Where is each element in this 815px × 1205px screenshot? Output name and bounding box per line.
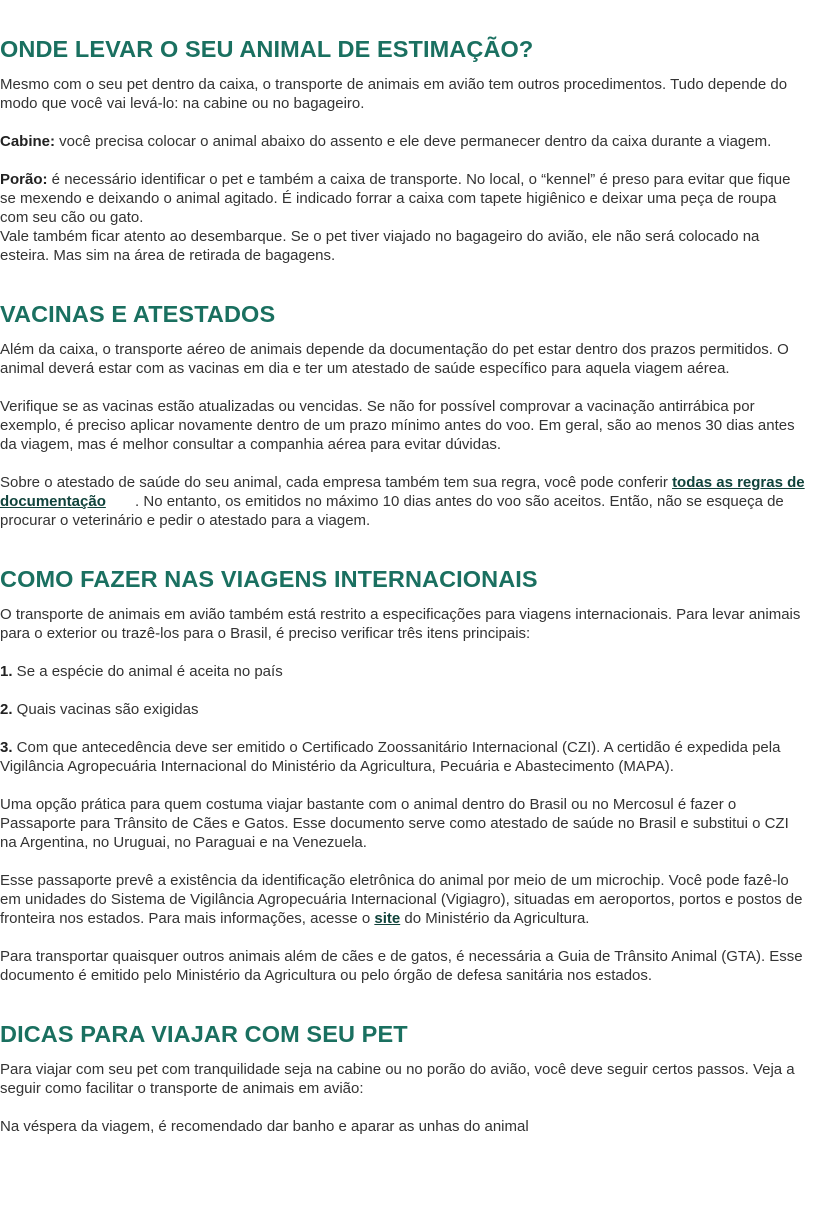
section-heading: VACINAS E ATESTADOS [0, 301, 276, 327]
section-vacinas [0, 299, 815, 530]
regras-documentacao-link[interactable]: todas as regras de documentação [0, 474, 805, 510]
paragraph: Na véspera da viagem, é recomendado dar banho e aparar as unhas do animal [0, 1118, 529, 1135]
item-text: Se a espécie do animal é aceita no país [12, 663, 283, 680]
list-item-1 [0, 662, 815, 681]
paragraph-passaporte [0, 871, 815, 928]
paragraph: Mesmo com o seu pet dentro da caixa, o transporte de animais em avião tem outros procedimentos. Tudo depende do modo que você vai levá-lo: na cabine ou no bagageiro. [0, 76, 788, 112]
paragraph: Verifique se as vacinas estão atualizadas ou vencidas. Se não for possível comprovar a vacinação antirrábica por exemplo, é preciso aplicar novamente dentro de um prazo mínimo antes do voo. Em geral, são ao menos 30 dias antes da viagem, mas é melhor consultar a companhia aérea para evitar dúvidas. [0, 398, 795, 453]
paragraph: O transporte de animais em avião também está restrito a especificações para viagens internacionais. Para levar animais para o exterior ou trazê-los para o Brasil, é preciso verificar três itens principais: [0, 606, 801, 642]
paragraph: Vale também ficar atento ao desembarque. Se o pet tiver viajado no bagageiro do avião, ele não será colocado na esteira. Mas sim na área de retirada de bagagens. [0, 228, 760, 264]
section-internacionais [0, 564, 815, 985]
text-cabine: você precisa colocar o animal abaixo do assento e ele deve permanecer dentro da caixa durante a viagem. [55, 133, 772, 150]
label-porao: Porão: [0, 171, 48, 188]
item-text: Quais vacinas são exigidas [12, 701, 199, 718]
text: . No entanto, os emitidos no máximo 10 dias antes do voo são aceitos. Então, não se esqueça de procurar o veterinário e pedir o atestado para a viagem. [0, 493, 788, 529]
section-heading: COMO FAZER NAS VIAGENS INTERNACIONAIS [0, 566, 538, 592]
paragraph: Para transportar quaisquer outros animais além de cães e de gatos, é necessária a Guia de Trânsito Animal (GTA). Esse documento é emitido pelo Ministério da Agricultura ou pelo órgão de defesa sanitária nos estados. [0, 948, 803, 984]
section-onde-levar [0, 34, 815, 265]
item-number: 3. [0, 739, 13, 756]
site-link[interactable]: site [374, 910, 401, 927]
paragraph: Além da caixa, o transporte aéreo de animais depende da documentação do pet estar dentro dos prazos permitidos. O animal deverá estar com as vacinas em dia e ter um atestado de saúde específico para aquela viagem aérea. [0, 341, 789, 377]
section-heading: DICAS PARA VIAJAR COM SEU PET [0, 1021, 408, 1047]
paragraph-atestado [0, 473, 815, 530]
text: Sobre o atestado de saúde do seu animal, cada empresa também tem sua regra, você pode conferir [0, 474, 673, 491]
list-item-2 [0, 700, 815, 719]
paragraph: Uma opção prática para quem costuma viajar bastante com o animal dentro do Brasil ou no Mercosul é fazer o Passaporte para Trânsito de Cães e Gatos. Esse documento serve como atestado de saúde no Brasil e substitui o CZI na Argentina, no Uruguai, no Paraguai e na Venezuela. [0, 796, 789, 851]
text: do Ministério da Agricultura. [400, 910, 590, 927]
item-text: Com que antecedência deve ser emitido o Certificado Zoossanitário Internacional (CZI). A certidão é expedida pela Vigilância Agropecuária Internacional do Ministério da Agricultura, Pecuária e Abastecimento (MAPA). [0, 739, 781, 775]
paragraph-porao [0, 170, 815, 227]
list-item-3 [0, 738, 815, 776]
text-porao: é necessário identificar o pet e também a caixa de transporte. No local, o “kennel” é preso para evitar que fique se mexendo e deixando o animal agitado. É indicado forrar a caixa com tapete higiênico e deixar uma peça de roupa com seu cão ou gato. [0, 171, 791, 226]
item-number: 2. [0, 701, 13, 718]
label-cabine: Cabine: [0, 133, 56, 150]
paragraph: Para viajar com seu pet com tranquilidade seja na cabine ou no porão do avião, você deve seguir certos passos. Veja a seguir como facilitar o transporte de animais em avião: [0, 1061, 795, 1097]
text: Esse passaporte prevê a existência da identificação eletrônica do animal por meio de um microchip. Você pode fazê-lo em unidades do Sistema de Vigilância Agropecuária Internacional (Vigiagro), situadas em aeroportos, portos e postos de fronteira nos estados. Para mais informações, acesse o [0, 872, 803, 927]
section-dicas [0, 1019, 815, 1136]
paragraph-cabine [0, 132, 815, 151]
item-number: 1. [0, 663, 13, 680]
section-heading: ONDE LEVAR O SEU ANIMAL DE ESTIMAÇÃO? [0, 36, 534, 62]
